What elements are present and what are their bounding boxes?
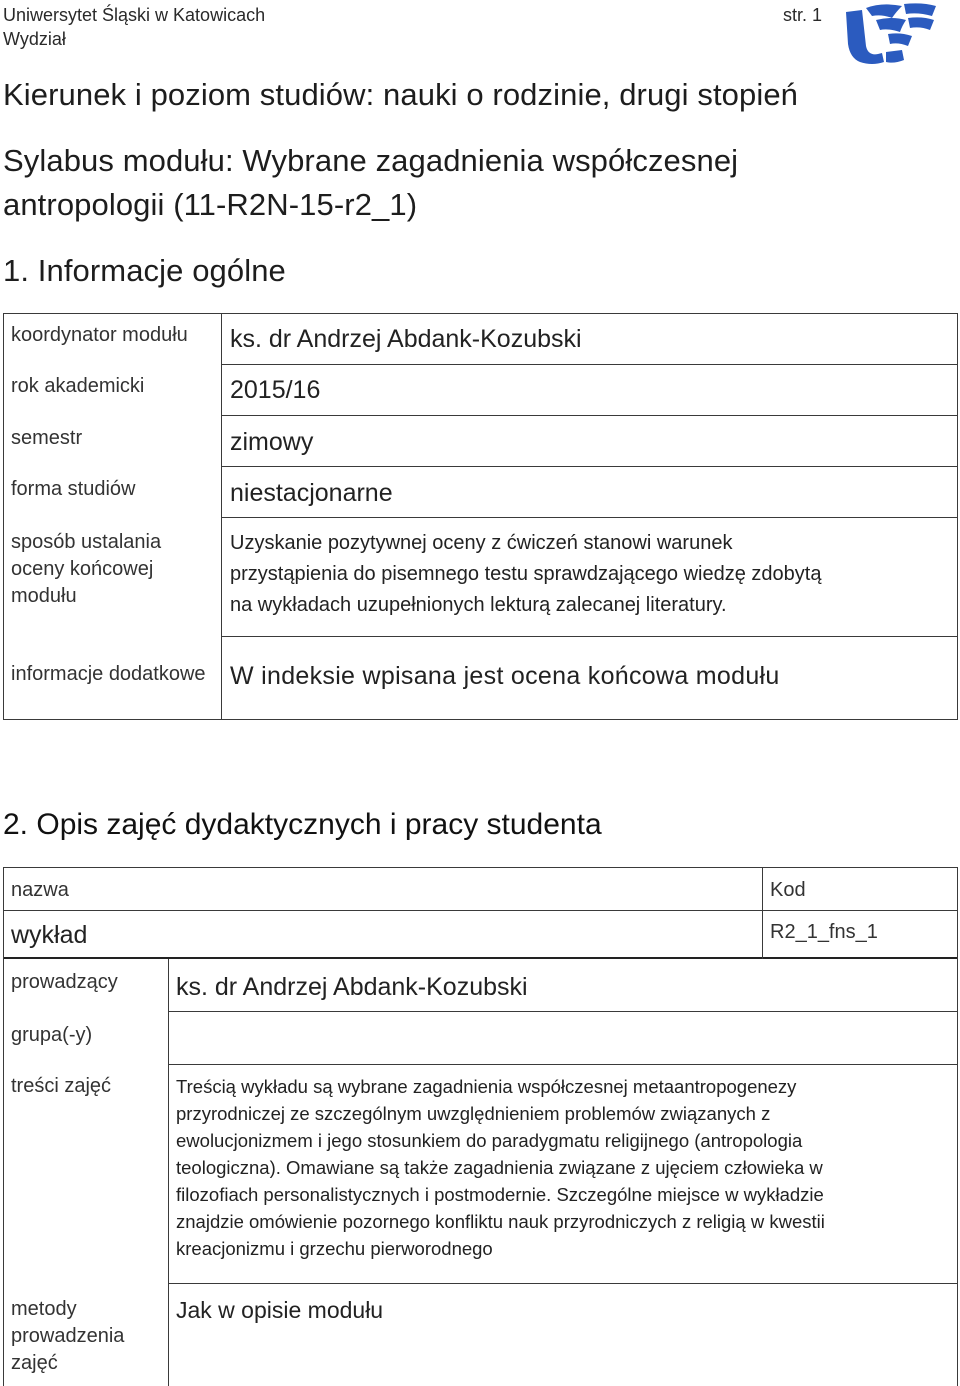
lecturer-value: ks. dr Andrzej Abdank-Kozubski bbox=[176, 973, 528, 1001]
section1-heading: 1. Informacje ogólne bbox=[3, 253, 286, 288]
content-label: treści zajęć bbox=[11, 1075, 112, 1097]
lecturer-label: prowadzący bbox=[11, 971, 118, 993]
academic-year-label: rok akademicki bbox=[11, 375, 145, 397]
grading-method-label: sposób ustalania oceny końcowej modułu bbox=[11, 531, 162, 607]
study-form-label: forma studiów bbox=[11, 478, 136, 500]
groups-label: grupa(-y) bbox=[11, 1024, 93, 1046]
grading-method-value: Uzyskanie pozytywnej oceny z ćwiczeń stanowi warunek przystąpienia do pisemnego testu sprawdzającego wiedzę zdobytą na wykładach uzupełnionych lekturą zalecanej literatury. bbox=[230, 532, 822, 616]
faculty-label: Wydział bbox=[3, 29, 66, 49]
section2-heading: 2. Opis zajęć dydaktycznych i pracy studenta bbox=[3, 808, 602, 841]
university-name: Uniwersytet Śląski w Katowicach bbox=[3, 5, 266, 25]
additional-info-label: informacje dodatkowe bbox=[11, 663, 206, 685]
semester-value: zimowy bbox=[230, 428, 314, 456]
teaching-methods-label: metody prowadzenia zajęć bbox=[11, 1298, 125, 1374]
study-form-value: niestacjonarne bbox=[230, 479, 393, 507]
course-name-value: wykład bbox=[11, 921, 88, 949]
coordinator-value: ks. dr Andrzej Abdank-Kozubski bbox=[230, 325, 582, 353]
page-number: str. 1 bbox=[783, 5, 823, 25]
syllabus-title-line1: Sylabus modułu: Wybrane zagadnienia współczesnej bbox=[3, 143, 739, 178]
semester-label: semestr bbox=[11, 427, 83, 449]
university-logo-icon bbox=[842, 2, 938, 66]
content-value: Treścią wykładu są wybrane zagadnienia współczesnej metaantropogenezy przyrodniczej ze szczególnym uwzględnieniem problemów związanych z ewolucjonizmem i jego stosunkiem do paradygmatu religijnego (antropologia teologiczna). Omawiane są także zagadnienia związane z ujęciem człowieka w filozofiach personalistycznych i postmodernie. Szczególne miejsce w wykładzie znajdzie omówienie pozornego konfliktu nauk przyrodniczych z religią w kwestii kreacjonizmu i grzechu pierworodnego bbox=[176, 1076, 825, 1259]
teaching-methods-value: Jak w opisie modułu bbox=[176, 1297, 384, 1323]
academic-year-value: 2015/16 bbox=[230, 376, 321, 404]
syllabus-title-line2: antropologii (11-R2N-15-r2_1) bbox=[3, 187, 418, 222]
additional-info-value: W indeksie wpisana jest ocena końcowa modułu bbox=[230, 662, 780, 690]
course-name-label: nazwa bbox=[11, 879, 69, 901]
course-code-label: Kod bbox=[770, 879, 806, 901]
course-code-value: R2_1_fns_1 bbox=[770, 921, 878, 943]
coordinator-label: koordynator modułu bbox=[11, 324, 188, 346]
study-field-title: Kierunek i poziom studiów: nauki o rodzinie, drugi stopień bbox=[3, 77, 799, 112]
